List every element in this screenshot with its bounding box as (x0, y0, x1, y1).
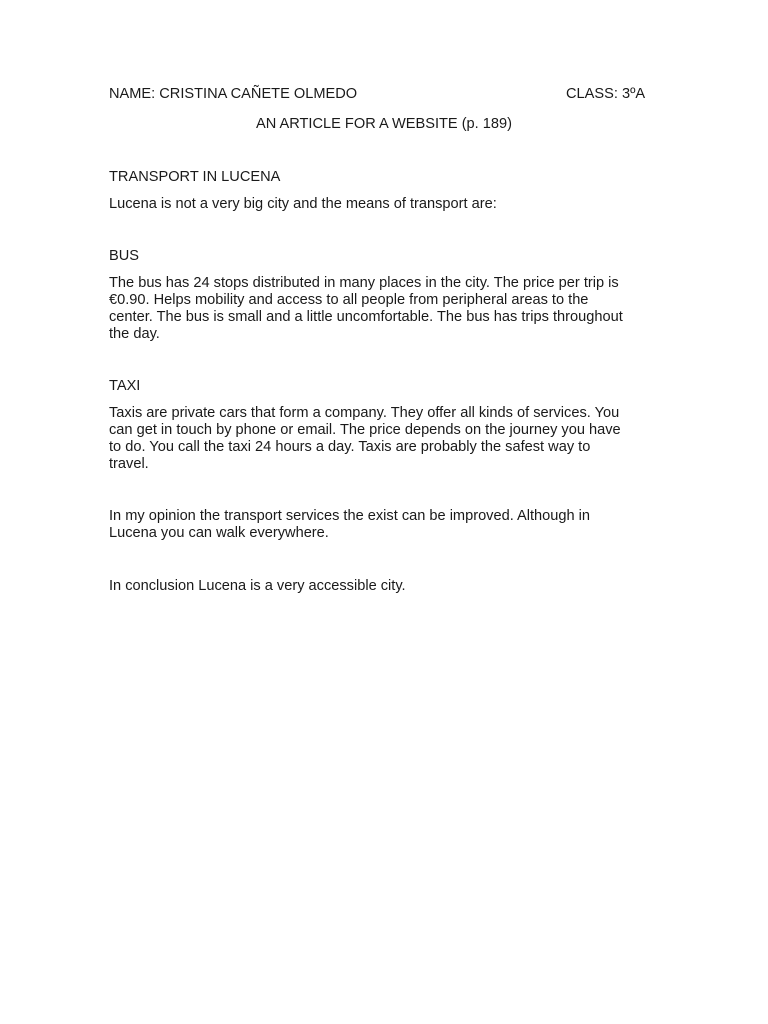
conclusion-paragraph: In conclusion Lucena is a very accessible city. (109, 578, 406, 594)
bus-paragraph (109, 275, 665, 343)
article-title: TRANSPORT IN LUCENA (109, 169, 281, 185)
bus-line: €0.90. Helps mobility and access to all people from peripheral areas to the (109, 292, 589, 308)
intro-paragraph: Lucena is not a very big city and the means of transport are: (109, 196, 497, 212)
student-name: NAME: CRISTINA CAÑETE OLMEDO (109, 86, 358, 102)
header-row (109, 86, 669, 103)
bus-line: center. The bus is small and a little uncomfortable. The bus has trips throughout (109, 309, 623, 325)
taxi-line: can get in touch by phone or email. The price depends on the journey you have (109, 422, 621, 438)
bus-line: The bus has 24 stops distributed in many places in the city. The price per trip is (109, 275, 619, 291)
taxi-line: travel. (109, 456, 149, 472)
opinion-line: In my opinion the transport services the exist can be improved. Although in (109, 508, 591, 524)
taxi-line: to do. You call the taxi 24 hours a day. Taxis are probably the safest way to (109, 439, 591, 455)
class-label: CLASS: 3ºA (566, 86, 646, 102)
opinion-paragraph (109, 508, 665, 542)
opinion-line: Lucena you can walk everywhere. (109, 525, 329, 541)
bus-line: the day. (109, 326, 160, 342)
taxi-paragraph (109, 405, 665, 473)
taxi-line: Taxis are private cars that form a company. They offer all kinds of services. You (109, 405, 620, 421)
assignment-subtitle: AN ARTICLE FOR A WEBSITE (p. 189) (255, 116, 512, 132)
taxi-heading: TAXI (109, 378, 141, 394)
bus-heading: BUS (109, 248, 140, 264)
